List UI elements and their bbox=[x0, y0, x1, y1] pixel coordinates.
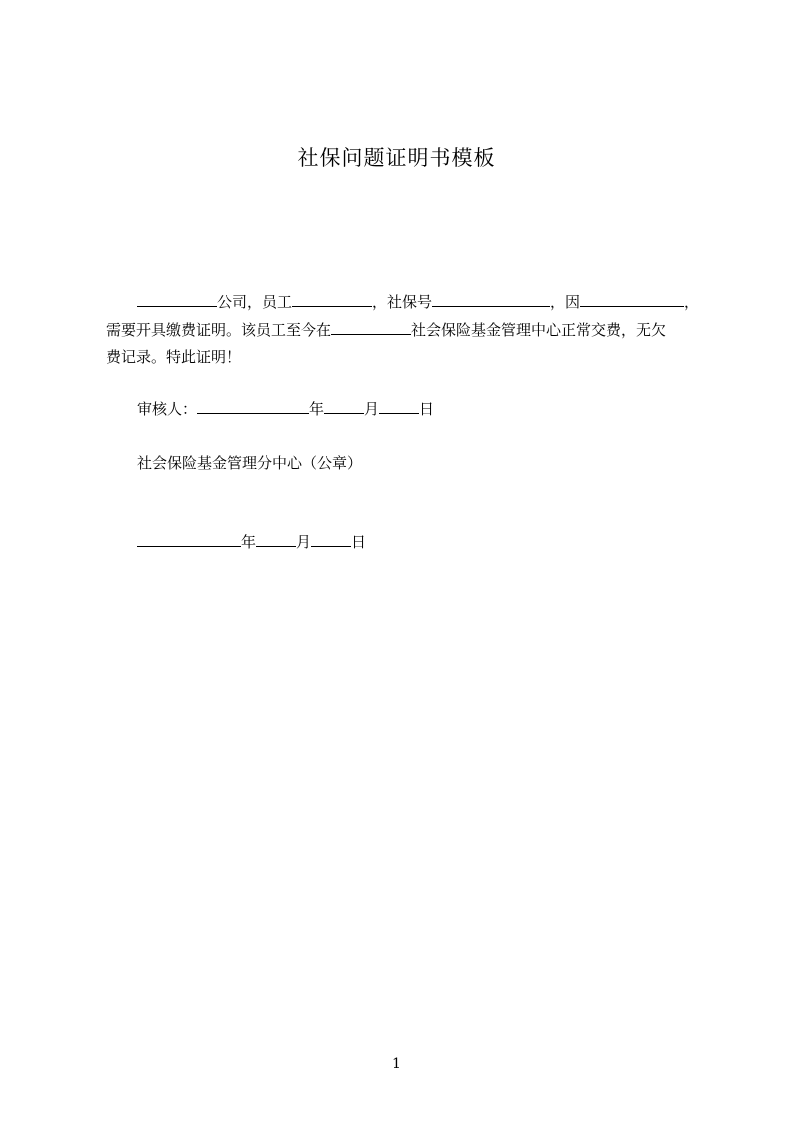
reviewer-month-blank[interactable] bbox=[324, 399, 364, 414]
reviewer-year: 年 bbox=[309, 400, 325, 418]
company-blank[interactable] bbox=[137, 292, 217, 307]
page-number: 1 bbox=[392, 1056, 401, 1072]
reviewer-month: 月 bbox=[364, 400, 380, 418]
ssn-blank[interactable] bbox=[432, 292, 550, 307]
company-text: 公司，员工 bbox=[217, 293, 293, 311]
reviewer-line bbox=[137, 398, 434, 419]
date-year: 年 bbox=[241, 533, 257, 551]
date-month: 月 bbox=[296, 533, 312, 551]
body-line-2 bbox=[106, 319, 666, 340]
reviewer-label: 审核人： bbox=[137, 400, 198, 418]
location-blank[interactable] bbox=[331, 320, 411, 335]
date-year-blank[interactable] bbox=[137, 532, 241, 547]
reviewer-day-blank[interactable] bbox=[379, 399, 419, 414]
reviewer-day: 日 bbox=[419, 400, 435, 418]
reason-label: ，因 bbox=[550, 293, 581, 311]
date-line bbox=[137, 531, 366, 552]
document-title: 社保问题证明书模板 bbox=[297, 146, 496, 170]
employee-blank[interactable] bbox=[292, 292, 372, 307]
body-line-1 bbox=[137, 291, 699, 312]
date-day: 日 bbox=[351, 533, 367, 551]
ssn-label: ，社保号 bbox=[372, 293, 433, 311]
date-day-blank[interactable] bbox=[311, 532, 351, 547]
body-line-3: 费记录。特此证明！ bbox=[106, 348, 242, 366]
date-month-blank[interactable] bbox=[256, 532, 296, 547]
reason-blank[interactable] bbox=[580, 292, 684, 307]
line1-comma: ， bbox=[684, 293, 700, 311]
organization-seal: 社会保险基金管理分中心（公章） bbox=[137, 454, 363, 472]
need-text: 需要开具缴费证明。该员工至今在 bbox=[106, 321, 332, 339]
center-text: 社会保险基金管理中心正常交费，无欠 bbox=[411, 321, 667, 339]
reviewer-blank[interactable] bbox=[197, 399, 309, 414]
